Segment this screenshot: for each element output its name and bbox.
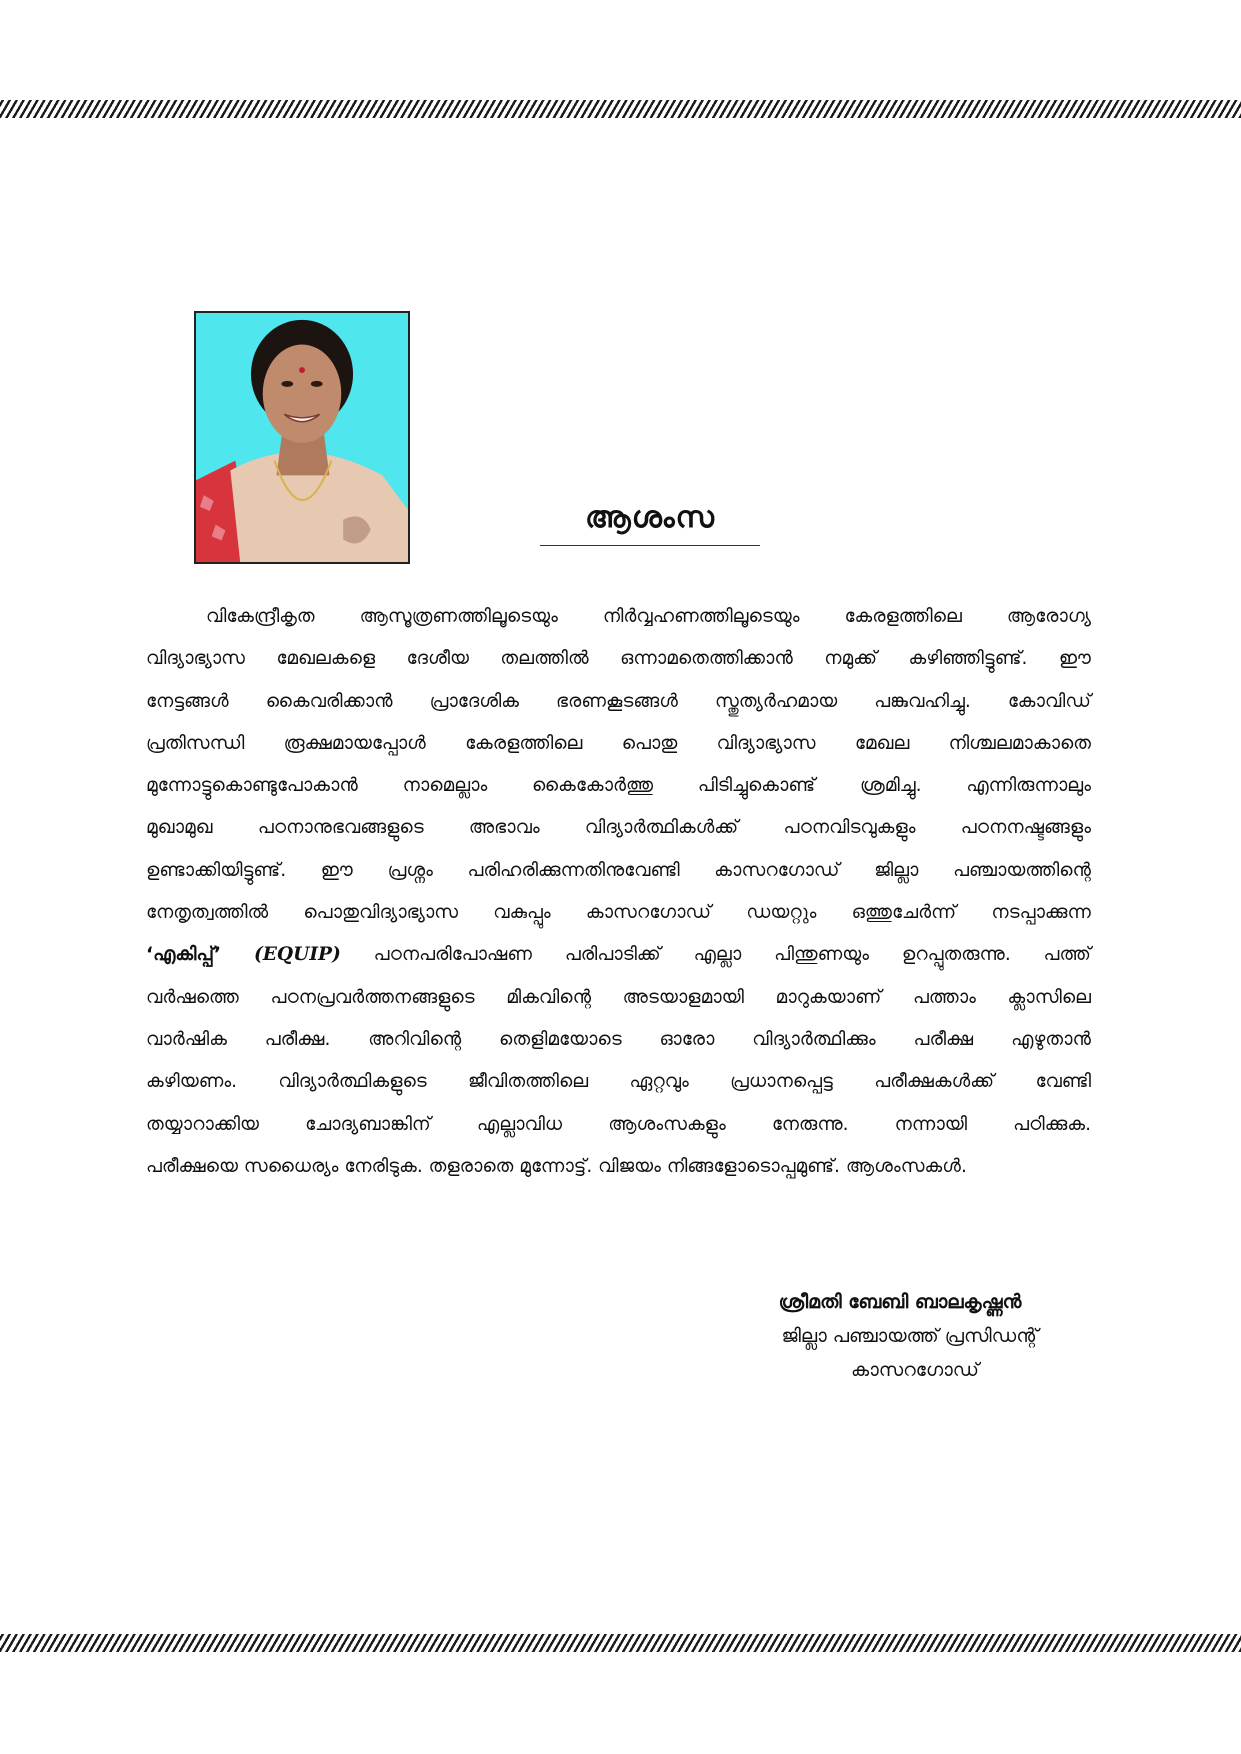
signatory-role: ജില്ലാ പഞ്ചായത്ത് പ്രസിഡന്റ്	[781, 1325, 1039, 1347]
top-decorative-stripe	[0, 100, 1241, 118]
paragraph-line: വിദ്യാഭ്യാസ മേഖലകളെ ദേശീയ തലത്തിൽ ഒന്നാമതെത്തിക്കാൻ നമുക്ക് കഴിഞ്ഞിട്ടുണ്ട്. ഈ	[146, 648, 1091, 670]
paragraph-line: കഴിയണം. വിദ്യാർത്ഥികളുടെ ജീവിതത്തിലെ ഏറ്റവും പ്രധാനപ്പെട്ട പരീക്ഷകൾക്ക് വേണ്ടി	[146, 1071, 1091, 1093]
signature-block	[660, 1285, 1120, 1387]
paragraph-line: തയ്യാറാക്കിയ ചോദ്യബാങ്കിന് എല്ലാവിധ ആശംസകളും നേരുന്നു. നന്നായി പഠിക്കുക.	[146, 1113, 1091, 1135]
paragraph-line: വികേന്ദ്രീകൃത ആസൂത്രണത്തിലൂടെയും നിർവ്വഹണത്തിലൂടെയും കേരളത്തിലെ ആരോഗ്യ	[206, 606, 1091, 627]
equip-line	[146, 934, 1091, 976]
paragraph-line: ഉണ്ടാക്കിയിട്ടുണ്ട്. ഈ പ്രശ്നം പരിഹരിക്കുന്നതിനുവേണ്ടി കാസറഗോഡ് ജില്ലാ പഞ്ചായത്തിന്റെ	[146, 859, 1091, 881]
signatory-name: ശ്രീമതി ബേബി ബാലകൃഷ്ണൻ	[778, 1291, 1022, 1313]
equip-program-name: ‘എകിപ്പ്’	[146, 944, 222, 966]
equip-line-text: പഠനപരിപോഷണ പരിപാടിക്ക് എല്ലാ പിന്തുണയും ഉറപ്പുതരുന്നു. പത്ത്	[373, 944, 1091, 966]
paragraph-line: നേട്ടങ്ങൾ കൈവരിക്കാൻ പ്രാദേശിക ഭരണകൂടങ്ങൾ സ്തുത്യർഹമായ പങ്കുവഹിച്ചു. കോവിഡ്	[146, 690, 1091, 712]
greeting-paragraph	[146, 596, 1091, 1188]
equip-program-english: (EQUIP)	[253, 944, 341, 966]
portrait-photo	[194, 311, 410, 564]
paragraph-line: നേതൃത്വത്തിൽ പൊതുവിദ്യാഭ്യാസ വകുപ്പും കാസറഗോഡ് ഡയറ്റും ഒത്തുചേർന്ന് നടപ്പാക്കുന്ന	[146, 902, 1091, 924]
paragraph-line: മുന്നോട്ടുകൊണ്ടുപോകാൻ നാമെല്ലാം കൈകോർത്തു പിടിച്ചുകൊണ്ട് ശ്രമിച്ചു. എന്നിരുന്നാലും	[146, 775, 1091, 797]
paragraph-line: പരീക്ഷയെ സധൈര്യം നേരിടുക. തളരാതെ മുന്നോട്ട്. വിജയം നിങ്ങളോടൊപ്പമുണ്ട്. ആശംസകൾ.	[146, 1155, 967, 1177]
paragraph-line: മുഖാമുഖ പഠനാനുഭവങ്ങളുടെ അഭാവം വിദ്യാർത്ഥികൾക്ക് പഠനവിടവുകളും പഠനനഷ്ടങ്ങളും	[146, 817, 1091, 839]
signatory-place: കാസറഗോഡ്	[851, 1359, 979, 1381]
bottom-decorative-stripe	[0, 1634, 1241, 1652]
page-heading: ആശംസ	[540, 500, 760, 546]
paragraph-line: വർഷത്തെ പഠനപ്രവർത്തനങ്ങളുടെ മികവിന്റെ അടയാളമായി മാറുകയാണ് പത്താം ക്ലാസിലെ	[146, 986, 1091, 1008]
paragraph-line: പ്രതിസന്ധി രൂക്ഷമായപ്പോൾ കേരളത്തിലെ പൊതു വിദ്യാഭ്യാസ മേഖല നിശ്ചലമാകാതെ	[146, 732, 1091, 754]
paragraph-line: വാർഷിക പരീക്ഷ. അറിവിന്റെ തെളിമയോടെ ഓരോ വിദ്യാർത്ഥിക്കും പരീക്ഷ എഴുതാൻ	[146, 1028, 1091, 1050]
